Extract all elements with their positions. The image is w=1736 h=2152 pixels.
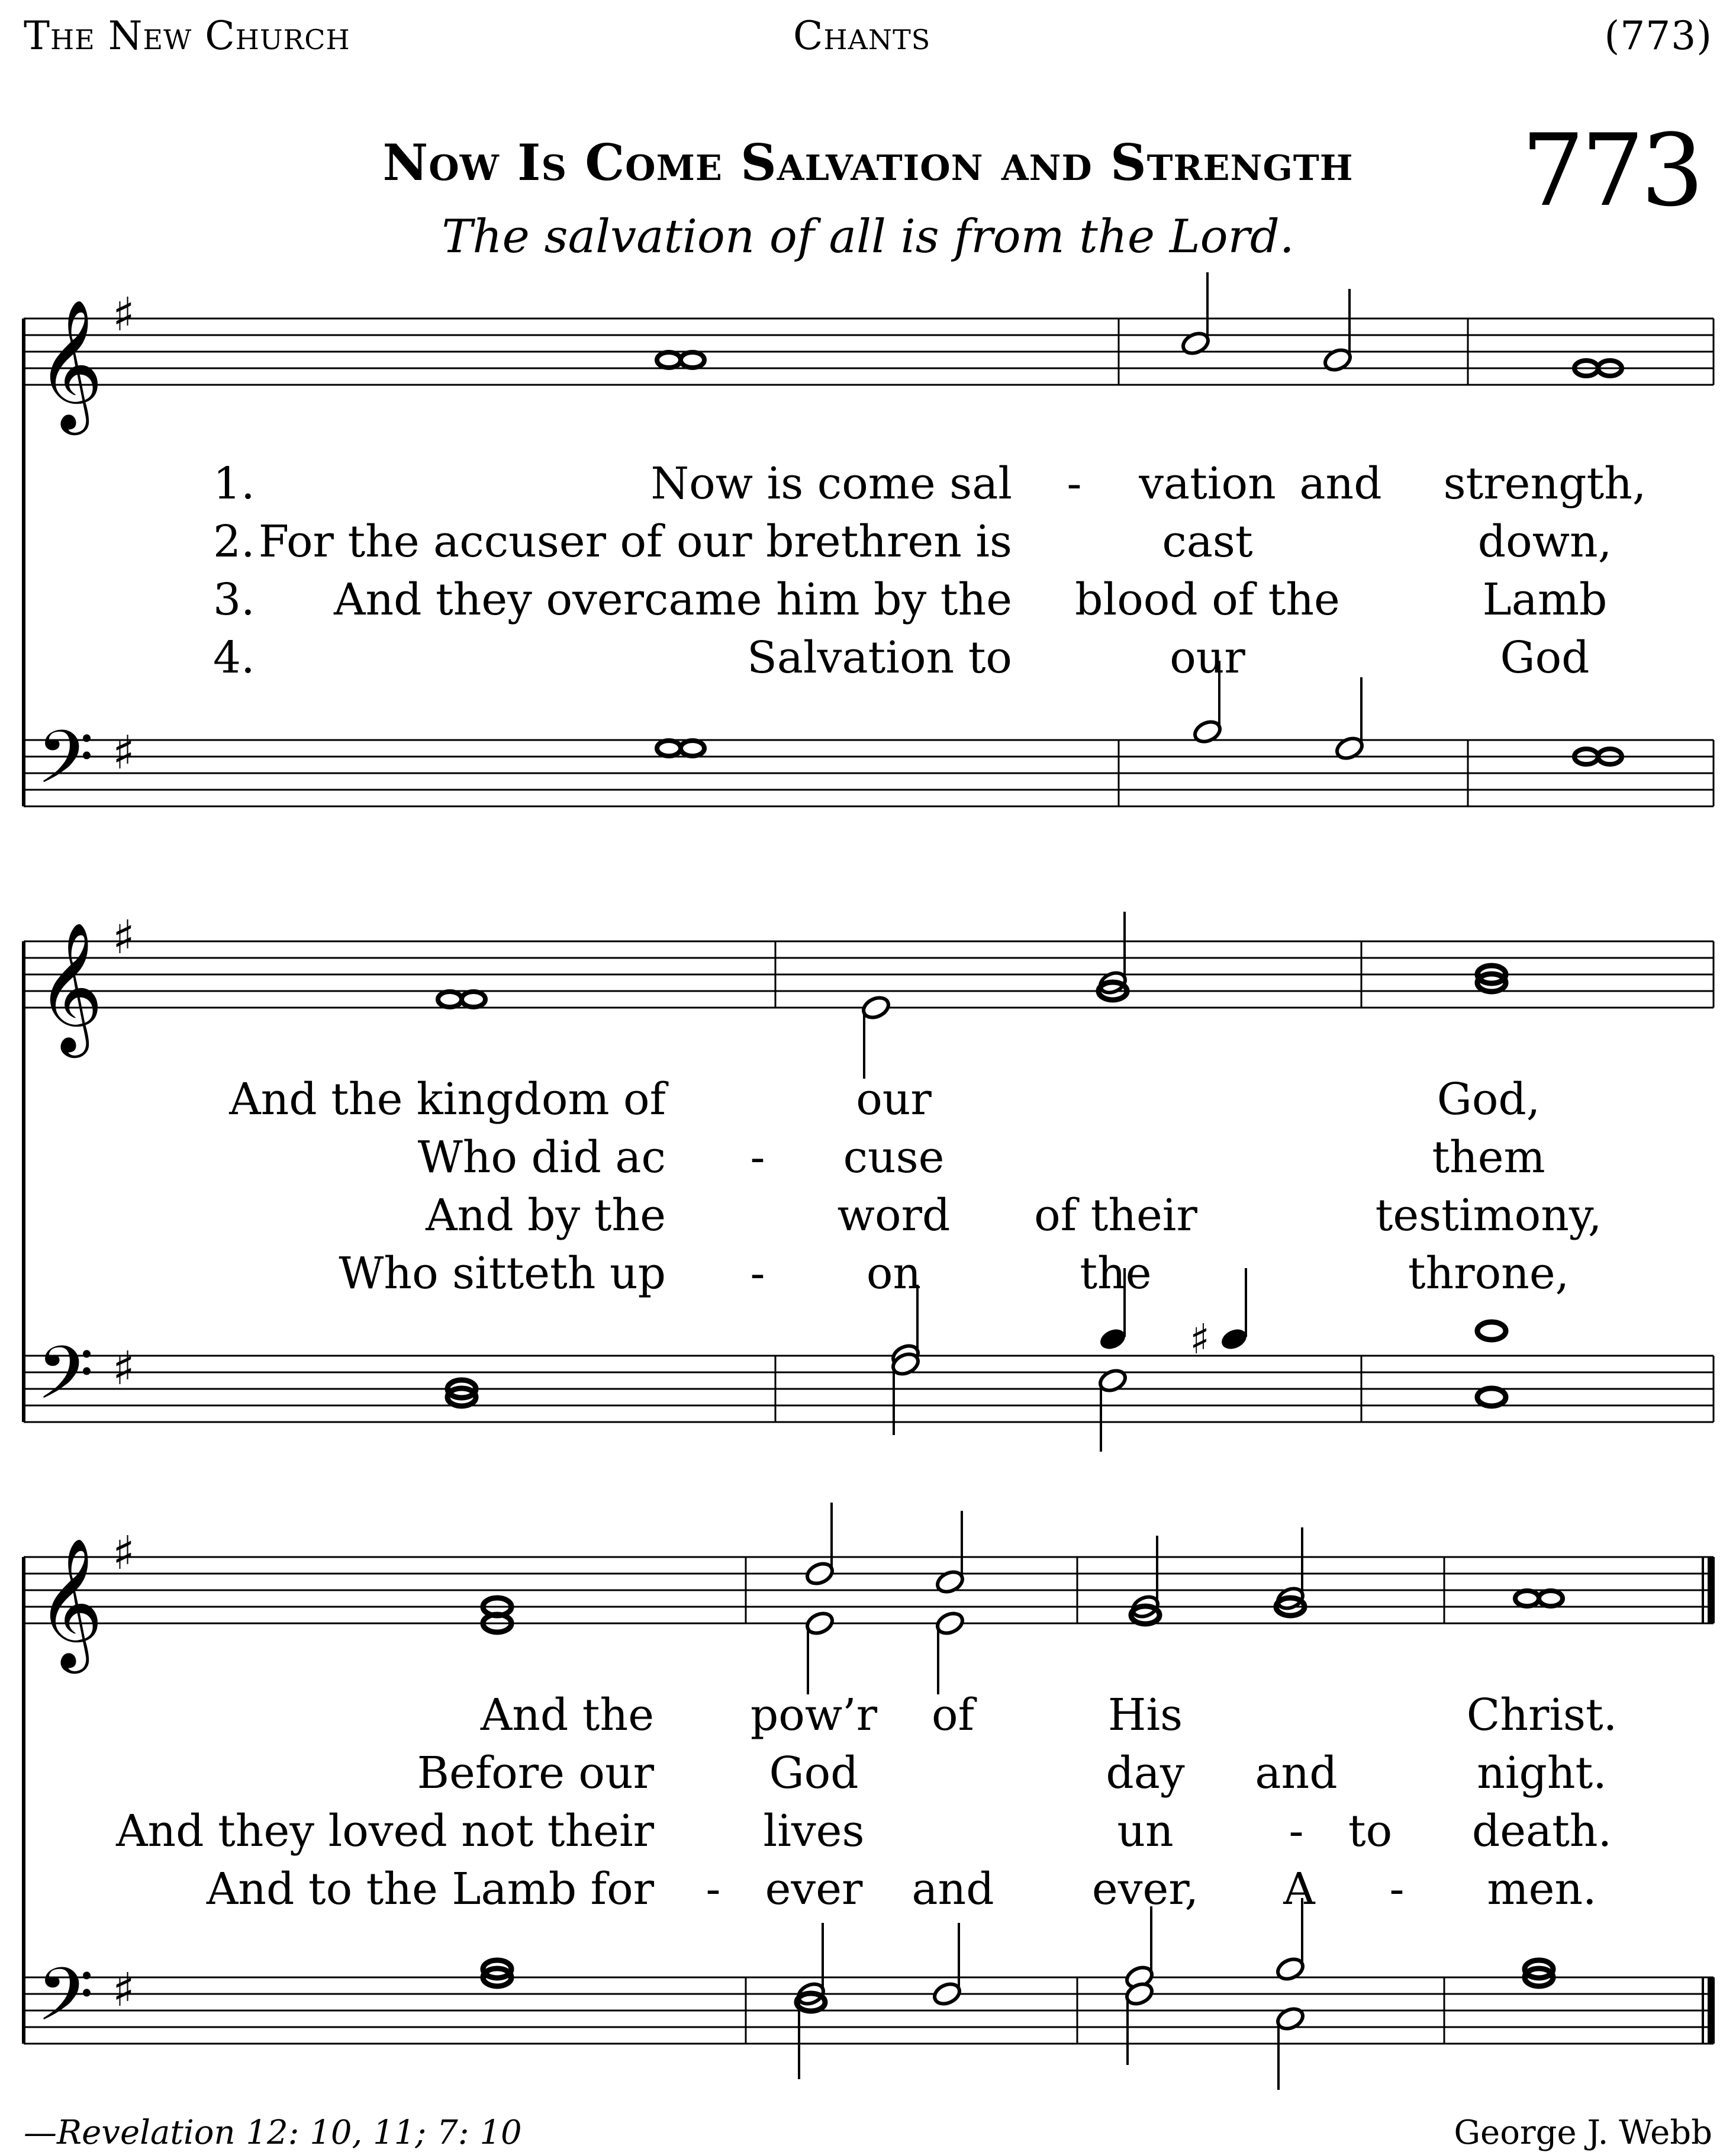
whole-note [1477,1388,1506,1406]
running-header-center: Chants [793,13,931,59]
breve-note [438,992,462,1007]
lyric-syllable: our [856,1074,932,1125]
lyric-syllable: lives [763,1806,865,1857]
lyric-syllable: Lamb [1482,574,1608,625]
lyric-syllable: - [706,1864,721,1915]
scripture-reference: —Revelation 12: 10, 11; 7: 10 [24,2114,522,2152]
lyric-syllable: - [750,1248,765,1299]
page-number: (773) [1604,13,1712,59]
lyric-syllable: down, [1477,516,1612,567]
lyric-syllable: For the accuser of our brethren is [258,516,1012,567]
lyric-syllable: Now is come sal [650,458,1012,509]
key-signature-sharp: ♯ [112,1527,135,1580]
bass-clef-icon: 𝄢 [37,1952,94,2056]
verse-number: 3. [213,574,255,625]
breve-note [1515,1591,1539,1606]
lyric-syllable: them [1432,1132,1545,1183]
bass-clef-icon: 𝄢 [37,1331,94,1434]
lyric-syllable: to [1348,1806,1393,1857]
lyric-syllable: - [750,1132,765,1183]
verse-number: 1. [213,458,255,509]
lyric-syllable: God [1500,632,1590,683]
bass-clef-icon: 𝄢 [37,715,94,818]
lyric-syllable: And the [480,1690,654,1741]
lyric-syllable: - [1389,1864,1405,1915]
composer-credit: George J. Webb [1454,2114,1712,2152]
key-signature-sharp: ♯ [112,1342,135,1395]
lyric-syllable: And they overcame him by the [334,574,1012,625]
breve-note [657,741,681,756]
lyric-syllable: God, [1437,1074,1541,1125]
lyric-syllable: And to the Lamb for [206,1864,654,1915]
lyric-syllable: - [1067,458,1082,509]
lyric-syllable: day [1106,1748,1185,1799]
lyric-syllable: and [912,1864,994,1915]
lyric-syllable: And by the [426,1190,666,1241]
lyric-syllable: on [866,1248,922,1299]
lyric-syllable: of their [1034,1190,1197,1241]
lyric-syllable: the [1080,1248,1152,1299]
breve-note [462,992,485,1007]
lyric-syllable: strength, [1443,458,1647,509]
treble-clef-icon: 𝄞 [37,298,104,429]
lyric-syllable: testimony, [1375,1190,1602,1241]
lyric-syllable: Christ. [1466,1690,1618,1741]
lyric-syllable: God [769,1748,859,1799]
lyric-syllable: And they loved not their [116,1806,654,1857]
treble-clef-icon: 𝄞 [37,921,104,1052]
lyric-syllable: ever [765,1864,863,1915]
lyric-syllable: A [1283,1864,1315,1915]
breve-note [681,352,704,368]
hymn-subtitle: The salvation of all is from the Lord. [442,210,1294,263]
lyric-syllable: and [1255,1748,1338,1799]
lyric-syllable: And the kingdom of [229,1074,666,1125]
lyric-syllable: Who did ac [417,1132,666,1183]
lyric-syllable: throne, [1408,1248,1570,1299]
verse-number: 4. [213,632,255,683]
breve-note [681,741,704,756]
lyric-syllable: His [1107,1690,1183,1741]
key-signature-sharp: ♯ [112,911,135,964]
verse-number: 2. [213,516,255,567]
lyric-syllable: Who sitteth up [339,1248,666,1299]
lyric-syllable: pow’r [750,1690,878,1741]
hymn-title: Now Is Come Salvation and Strength [382,133,1354,192]
lyric-syllable: word [837,1190,951,1241]
breve-note [657,352,681,368]
accidental-sharp: ♯ [1190,1315,1210,1363]
lyric-syllable: Before our [417,1748,654,1799]
treble-clef-icon: 𝄞 [37,1537,104,1668]
key-signature-sharp: ♯ [112,726,135,780]
lyric-syllable: of [932,1690,974,1741]
lyric-syllable: night. [1477,1748,1607,1799]
lyric-syllable: cast [1162,516,1253,567]
breve-note [1539,1591,1563,1606]
lyric-syllable: and [1299,458,1382,509]
lyric-syllable: men. [1487,1864,1597,1915]
whole-note [1477,1322,1506,1340]
lyric-syllable: blood of the [1075,574,1340,625]
key-signature-sharp: ♯ [112,1964,135,2017]
running-header-left: The New Church [24,13,350,59]
lyric-syllable: ever, [1091,1864,1199,1915]
hymn-number: 773 [1521,112,1700,229]
key-signature-sharp: ♯ [112,288,135,342]
lyric-syllable: un [1117,1806,1174,1857]
lyric-syllable: - [1289,1806,1304,1857]
lyric-syllable: cuse [843,1132,945,1183]
lyric-syllable: vation [1139,458,1276,509]
lyric-syllable: death. [1471,1806,1612,1857]
lyric-syllable: our [1170,632,1245,683]
lyric-syllable: Salvation to [747,632,1012,683]
